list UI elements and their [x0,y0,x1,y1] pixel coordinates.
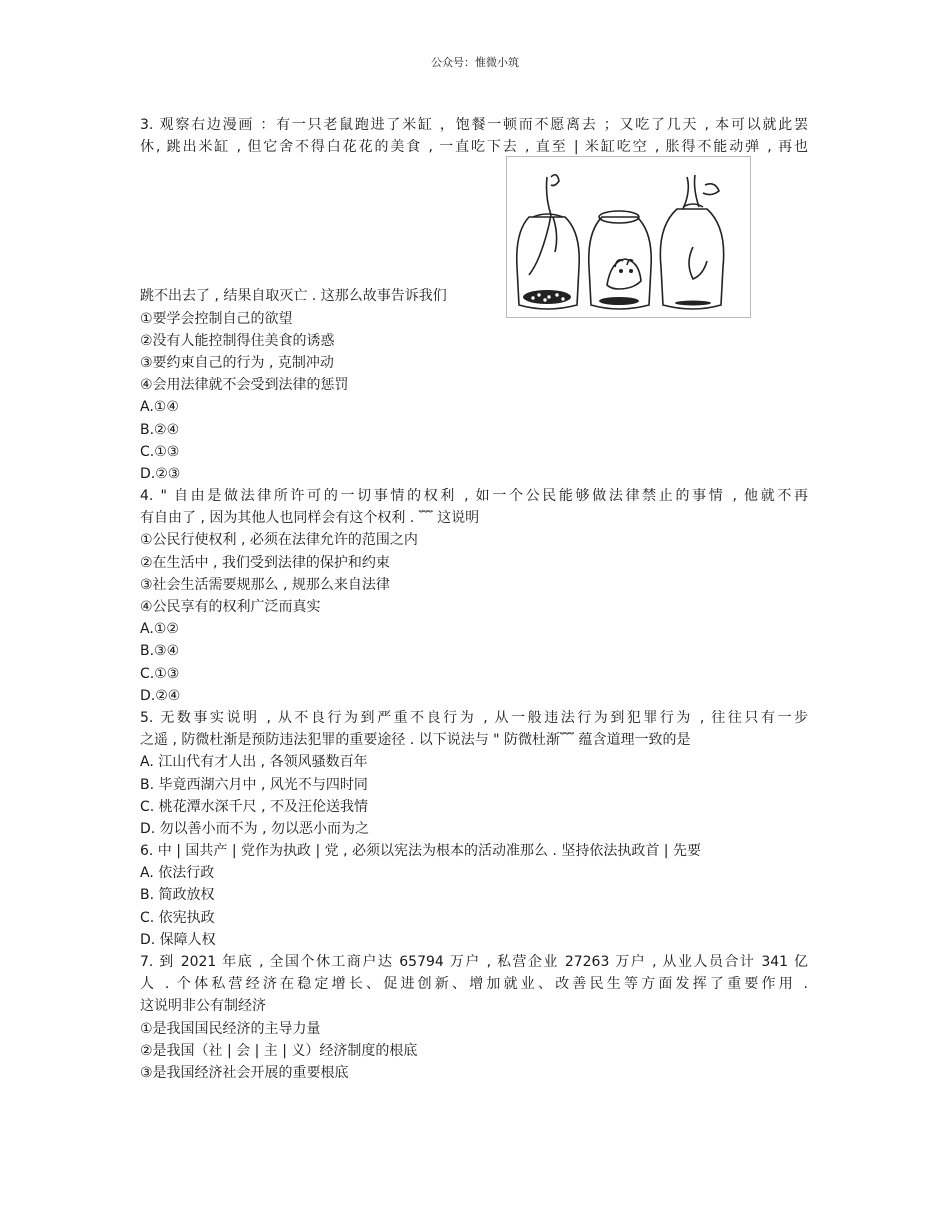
answer-choice: C.①③ [140,665,180,682]
answer-choice: B. 简政放权 [140,887,215,904]
statement-option: ④公民享有的权利广泛而真实 [140,599,321,615]
answer-choice: C.①③ [140,443,180,460]
question-5 [140,707,808,840]
question-stem: 跳不出去了 , 结果自取灭亡 . 这那么故事告诉我们 [140,288,447,305]
question-stem: 5. 无数事实说明 , 从不良行为到严重不良行为 , 从一般违法行为到犯罪行为 , 往往只有一步 [140,709,808,726]
statement-option: ④会用法律就不会受到法律的惩罚 [140,377,349,394]
answer-choice: B. 毕竟西湖六月中 , 风光不与四时同 [140,776,368,793]
question-stem: 4. " 自由是做法律所许可的一切事情的权利 , 如一个公民能够做法律禁止的事情 , 他就不再 [140,488,808,505]
question-stem: 休, 跳出米缸 , 但它舍不得白花花的美食 , 一直吃下去 , 直至 | 米缸吃空 , 胀得不能动弹 , 再也 [140,139,808,156]
page-header: 公众号：惟微小筑 [431,56,519,69]
question-stem: 3. 观察右边漫画 ：有一只老鼠跑进了米缸 ，饱餐一顿而不愿离去 ；又吃了几天 , 本可以就此罢 [140,117,808,133]
question-stem: 这说明非公有制经济 [140,998,266,1015]
statement-option: ②在生活中 , 我们受到法律的保护和约束 [140,554,390,571]
question-stem: 6. 中 | 国共产 | 党作为执政 | 党 , 必须以宪法为根本的活动准那么 . 坚持依法执政首 | 先要 [140,843,701,860]
question-stem: 有自由了 , 因为其他人也同样会有这个权利 . ﹌ 这说明 [140,510,480,527]
statement-option: ①是我国国民经济的主导力量 [140,1020,321,1037]
answer-choice: A.①④ [140,399,179,416]
answer-choice: A. 依法行政 [140,865,215,882]
question-3 [140,114,808,485]
answer-choice: C. 桃花潭水深千尺 , 不及汪伦送我情 [140,798,369,815]
mouse-in-rice-jar-cartoon [506,156,751,318]
question-4 [140,485,808,707]
question-stem: 之遥 , 防微杜渐是预防违法犯罪的重要途径 . 以下说法与 " 防微杜渐﹌ 蕴含道理一致的是 [140,732,691,749]
question-7 [140,951,808,1084]
answer-choice: C. 依宪执政 [140,909,215,926]
cartoon-area [140,158,808,285]
answer-choice: A.①② [140,621,179,638]
cartoon-drawing [507,157,750,317]
statement-option: ②是我国（社 | 会 | 主 | 义）经济制度的根底 [140,1042,418,1059]
statement-option: ③社会生活需要规那么 , 规那么来自法律 [140,576,390,593]
question-stem: 7. 到 2021 年底 , 全国个休工商户达 65794 万户 , 私营企业 27263 万户 , 从业人员合计 341 亿 [140,954,808,970]
answer-choice: B.③④ [140,643,180,660]
answer-choice: D. 保障人权 [140,931,216,948]
answer-choice: A. 江山代有才人出 , 各领风骚数百年 [140,754,368,771]
answer-choice: D.②③ [140,465,181,482]
statement-option: ①公民行使权利 , 必须在法律允许的范围之内 [140,532,418,549]
question-6 [140,840,808,951]
answer-choice: D. 勿以善小而不为 , 勿以恶小而为之 [140,820,370,837]
statement-option: ③要约束自己的行为 , 克制冲动 [140,354,334,371]
exam-content [140,114,808,1084]
question-stem: 人 . 个体私营经济在稳定增长、促进创新、增加就业、改善民生等方面发挥了重要作用 . [140,976,808,993]
answer-choice: B.②④ [140,421,180,438]
statement-option: ③是我国经济社会开展的重要根底 [140,1064,349,1081]
statement-option: ②没有人能控制得住美食的诱惑 [140,332,335,349]
answer-choice: D.②④ [140,687,181,704]
statement-option: ①要学会控制自己的欲望 [140,310,293,327]
